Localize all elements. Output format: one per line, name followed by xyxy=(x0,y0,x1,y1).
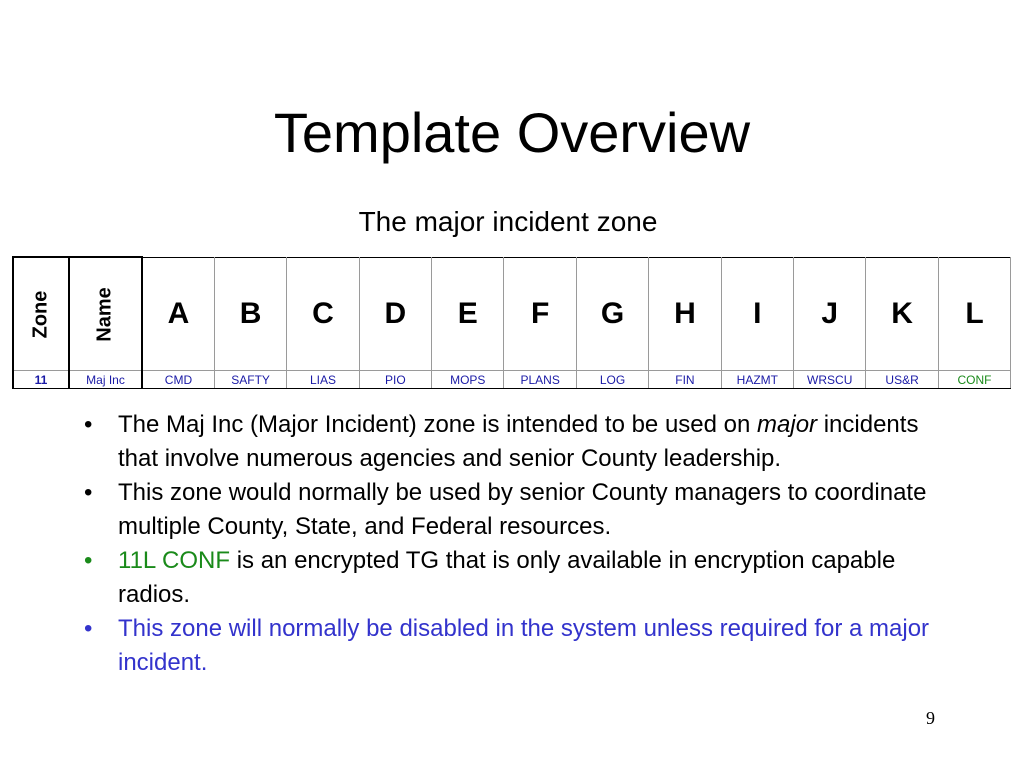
channel-letter-header: E xyxy=(432,257,504,371)
talkgroup-cell: PLANS xyxy=(504,371,576,389)
talkgroup-cell: SAFTY xyxy=(214,371,286,389)
talkgroup-cell: US&R xyxy=(866,371,938,389)
talkgroup-cell: FIN xyxy=(649,371,721,389)
bullet-icon: • xyxy=(84,479,93,506)
channel-letter-header: I xyxy=(721,257,793,371)
bullet-text: is an encrypted TG that is only available in encryption capable radios. xyxy=(118,547,896,608)
list-item xyxy=(76,408,956,476)
bullet-icon: • xyxy=(84,411,93,438)
channel-letter-header: J xyxy=(794,257,866,371)
channel-letter-header: K xyxy=(866,257,938,371)
bullet-text: This zone will normally be disabled in the system unless required for a major incident. xyxy=(118,615,930,676)
channel-letter-header: C xyxy=(287,257,359,371)
list-item xyxy=(76,544,956,612)
talkgroup-cell: WRSCU xyxy=(794,371,866,389)
channel-letter-header: H xyxy=(649,257,721,371)
talkgroup-cell: LIAS xyxy=(287,371,359,389)
slide-title: Template Overview xyxy=(273,101,751,164)
table-header-row xyxy=(13,257,1011,371)
channel-letter-header: B xyxy=(214,257,286,371)
talkgroup-cell: LOG xyxy=(576,371,648,389)
page-number: 9 xyxy=(926,708,935,728)
bullet-list xyxy=(76,408,956,680)
talkgroup-cell: MOPS xyxy=(432,371,504,389)
bullet-emphasis: major xyxy=(757,411,818,438)
bullet-text: This zone would normally be used by senior County managers to coordinate multiple County, State, and Federal resources. xyxy=(118,479,927,540)
channel-letter-header: D xyxy=(359,257,431,371)
talkgroup-cell: CMD xyxy=(142,371,214,389)
encrypted-talkgroup-label: 11L CONF xyxy=(118,547,231,574)
talkgroup-cell: HAZMT xyxy=(721,371,793,389)
channel-letter-header: F xyxy=(504,257,576,371)
bullet-icon: • xyxy=(84,615,93,642)
channel-letter-header: A xyxy=(142,257,214,371)
channel-letter-header: G xyxy=(576,257,648,371)
zone-column-header xyxy=(13,257,69,371)
list-item xyxy=(76,612,956,680)
encrypted-talkgroup-cell: CONF xyxy=(938,371,1010,389)
zone-template-table xyxy=(12,256,1011,389)
zone-header-label: Zone xyxy=(29,290,52,338)
list-item xyxy=(76,476,956,544)
table-row xyxy=(13,371,1011,389)
zone-name-cell: Maj Inc xyxy=(69,371,142,389)
bullet-icon: • xyxy=(84,547,93,574)
bullet-text: incidents that involve numerous agencies and senior County leadership. xyxy=(118,411,919,472)
talkgroup-cell: PIO xyxy=(359,371,431,389)
bullet-text: The Maj Inc (Major Incident) zone is intended to be used on xyxy=(118,411,758,438)
name-header-label: Name xyxy=(93,286,116,342)
zone-number-cell: 11 xyxy=(13,371,69,389)
slide-subtitle: The major incident zone xyxy=(358,206,658,237)
channel-letter-header: L xyxy=(938,257,1010,371)
name-column-header xyxy=(69,257,142,371)
